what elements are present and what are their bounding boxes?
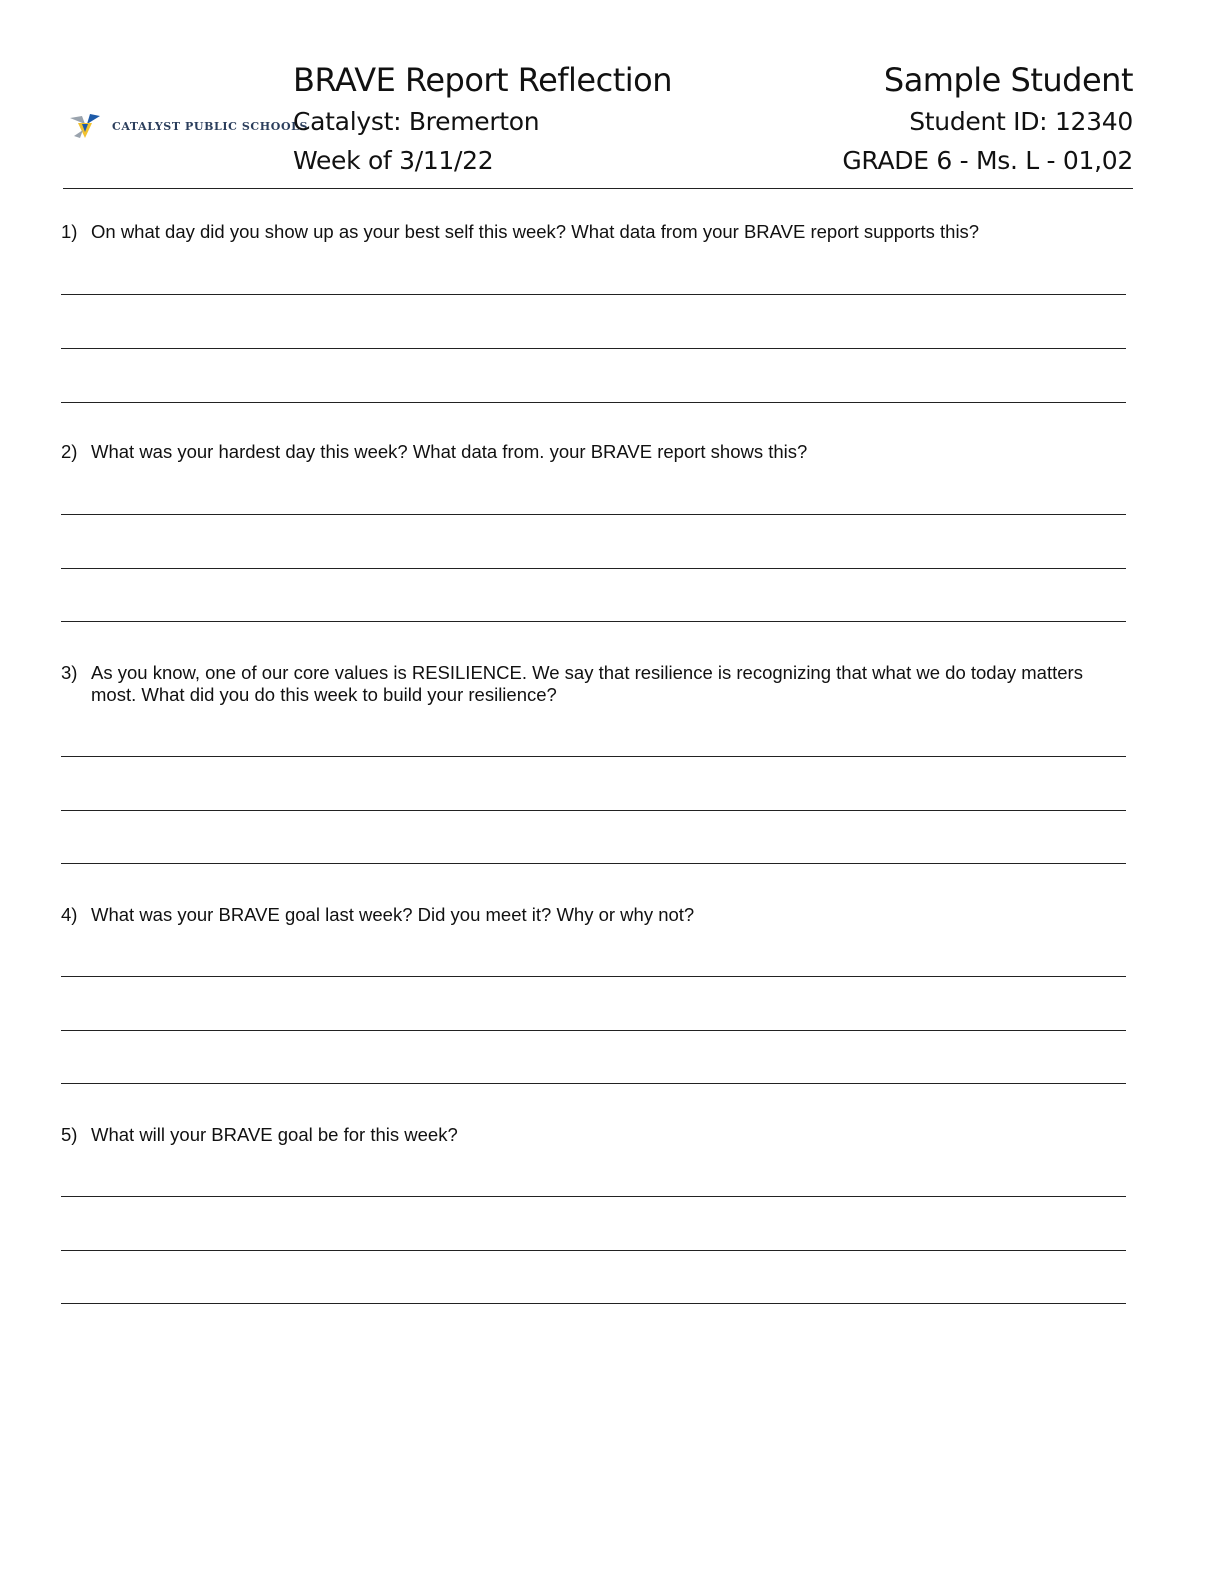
answer-line-3[interactable] [61,863,1126,864]
question-2 [61,441,1126,463]
student-name: Sample Student [883,61,1133,99]
question-number: 4) [61,904,78,925]
week-label: Week of 3/11/22 [293,146,494,175]
question-prompt: What will your BRAVE goal be for this week? [91,1124,458,1145]
answer-line-2[interactable] [61,348,1126,349]
answer-line-1[interactable] [61,756,1126,757]
answer-line-1[interactable] [61,514,1126,515]
question-text-row [61,904,1126,926]
header-right [842,58,1133,180]
question-4 [61,904,1126,926]
answer-line-3[interactable] [61,621,1126,622]
answer-line-3[interactable] [61,1303,1126,1304]
question-number: 1) [61,221,78,242]
answer-line-2[interactable] [61,1030,1126,1031]
question-number: 3) [61,662,78,683]
question-prompt: What was your hardest day this week? What data from. your BRAVE report shows this? [91,441,808,462]
answer-line-2[interactable] [61,810,1126,811]
answer-line-2[interactable] [61,1250,1126,1251]
question-prompt: On what day did you show up as your best self this week? What data from your BRAVE report supports this? [91,221,980,242]
question-text-row [61,441,1126,463]
student-id: Student ID: 12340 [909,107,1133,136]
header-divider [63,188,1133,189]
grade-line: GRADE 6 - Ms. L - 01,02 [842,146,1133,175]
question-text-row [61,1124,1126,1146]
school-logo [68,112,308,140]
answer-line-1[interactable] [61,1196,1126,1197]
answer-line-3[interactable] [61,402,1126,403]
answer-line-1[interactable] [61,294,1126,295]
question-number: 5) [61,1124,78,1145]
answer-line-1[interactable] [61,976,1126,977]
page-title: BRAVE Report Reflection [293,61,672,99]
question-3 [61,662,1126,706]
catalyst-star-icon [68,112,102,140]
question-prompt: As you know, one of our core values is RESILIENCE. We say that resilience is recognizing that what we do today matters most. What did you do this week to build your resilience? [91,662,1083,705]
question-number: 2) [61,441,78,462]
question-text-row [61,662,1126,706]
question-5 [61,1124,1126,1146]
logo-text: CATALYST PUBLIC SCHOOLS [112,119,309,133]
question-prompt: What was your BRAVE goal last week? Did you meet it? Why or why not? [91,904,695,925]
answer-line-2[interactable] [61,568,1126,569]
question-1 [61,221,1126,243]
header-left [293,58,672,180]
school-name: Catalyst: Bremerton [293,107,540,136]
answer-line-3[interactable] [61,1083,1126,1084]
question-text-row [61,221,1126,243]
